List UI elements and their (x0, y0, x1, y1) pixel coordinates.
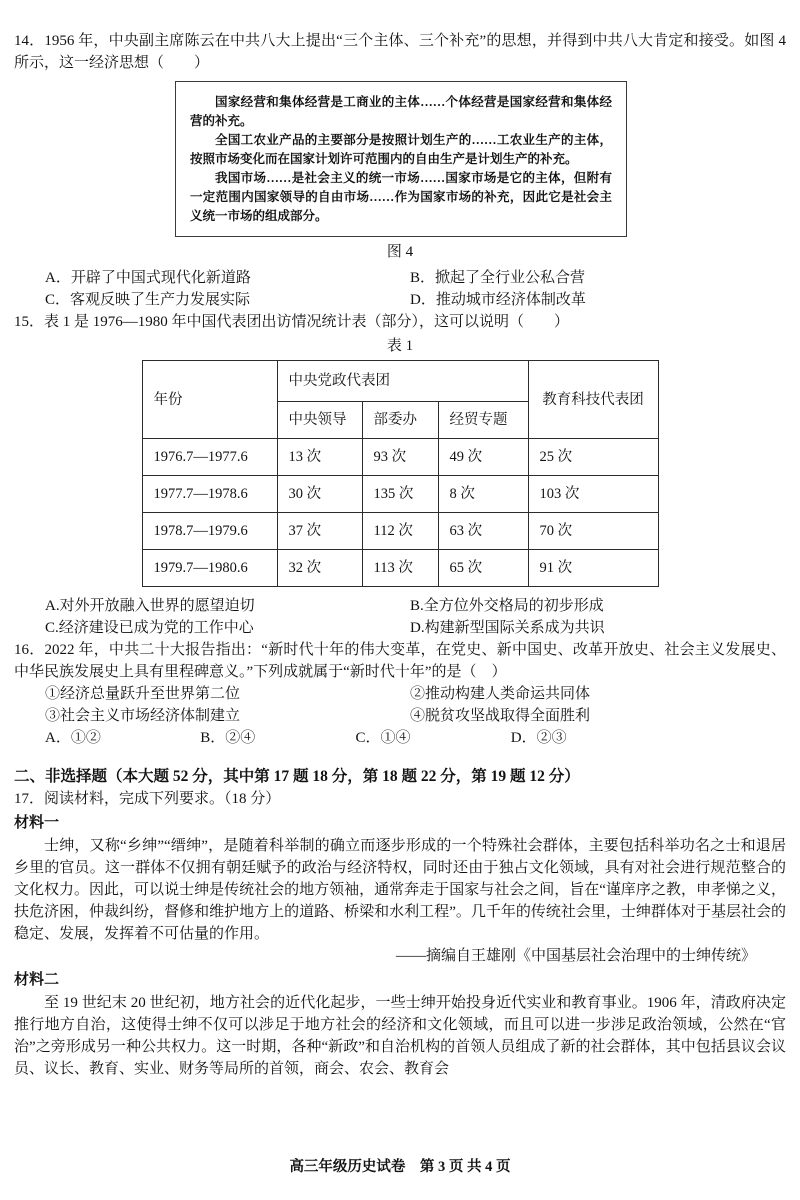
q16-item-3: ③社会主义市场经济体制建立 (45, 708, 241, 724)
material-2-label: 材料二 (14, 972, 60, 988)
cell-value: 93 次 (362, 439, 438, 476)
q14-options (14, 267, 786, 311)
q16-stem: 16．2022 年，中共二十大报告指出：“新时代十年的伟大变革，在党史、新中国史、改革开放史、社会主义发展史、中华民族发展史上具有里程碑意义。”下列成就属于“新时代十年”的是（ ） (14, 642, 786, 680)
q16-option-d: D．②③ (510, 730, 567, 746)
q14-option-b: B．掀起了全行业公私合营 (410, 270, 586, 286)
cell-value: 63 次 (438, 513, 528, 550)
cell-value: 25 次 (528, 439, 658, 476)
q15-option-b: B.全方位外交格局的初步形成 (410, 598, 604, 614)
table-header-row (142, 361, 658, 402)
q15-stem: 15．表 1 是 1976—1980 年中国代表团出访情况统计表（部分），这可以说明（ ） (14, 314, 570, 330)
q16-option-c: C．①④ (355, 730, 411, 746)
figure-4-paragraph: 全国工农业产品的主要部分是按照计划生产的……工农业生产的主体，按照市场变化而在国家计划许可范围内的自由生产是计划生产的补充。 (190, 133, 612, 166)
col-header-central-leaders: 中央领导 (277, 402, 362, 439)
q15-options (14, 595, 786, 639)
table-row (142, 550, 658, 587)
cell-value: 13 次 (277, 439, 362, 476)
table-1-caption: 表 1 (386, 338, 414, 354)
table-row (142, 513, 658, 550)
col-header-central: 中央党政代表团 (277, 361, 528, 402)
col-header-ministries: 部委办 (362, 402, 438, 439)
material-1-label: 材料一 (14, 815, 60, 831)
q15-option-d: D.构建新型国际关系成为共识 (410, 620, 605, 636)
page-footer: 高三年级历史试卷 第 3 页 共 4 页 (289, 1159, 511, 1175)
table-row (142, 476, 658, 513)
question-16 (14, 639, 786, 749)
question-14 (14, 30, 786, 311)
cell-value: 91 次 (528, 550, 658, 587)
cell-year: 1979.7—1980.6 (142, 550, 277, 587)
section-2-title: 二、非选择题（本大题 52 分，其中第 17 题 18 分，第 18 题 22 分，第 19 题 12 分） (14, 768, 580, 785)
cell-value: 113 次 (362, 550, 438, 587)
col-header-year: 年份 (142, 361, 277, 439)
q16-option-b: B．②④ (200, 730, 256, 746)
material-1-text: 士绅，又称“乡绅”“缙绅”，是随着科举制的确立而逐步形成的一个特殊社会群体，主要包括科举功名之士和退居乡里的官员。这一群体不仅拥有朝廷赋予的政治与经济特权，同时还由于独占文化领域，具有对社会进行规范整合的文化权力。因此，可以说士绅是传统社会的地方领袖，通常奔走于国家与社会之间，旨在“谨庠序之教，申孝悌之义，扶危济困，仲裁纠纷，督修和维护地方上的道路、桥梁和水利工程”。几千年的传统社会里，士绅群体对于基层社会的稳定、发展，发挥着不可估量的作用。 (14, 838, 786, 942)
q14-option-c: C．客观反映了生产力发展实际 (45, 292, 251, 308)
material-1-source: ——摘编自王雄刚《中国基层社会治理中的士绅传统》 (395, 948, 756, 964)
figure-4 (175, 81, 627, 237)
cell-value: 135 次 (362, 476, 438, 513)
cell-value: 103 次 (528, 476, 658, 513)
q14-option-a: A．开辟了中国式现代化新道路 (45, 270, 251, 286)
question-17 (14, 788, 786, 1080)
q16-item-2: ②推动构建人类命运共同体 (410, 686, 591, 702)
cell-value: 65 次 (438, 550, 528, 587)
material-2-text: 至 19 世纪末 20 世纪初，地方社会的近代化起步，一些士绅开始投身近代实业和教育事业。1906 年，清政府决定推行地方自治，这使得士绅不仅可以涉足于地方社会的经济和文化领域，而且可以进一步涉足政治领域，公然在“官治”之旁形成另一种公共权力。这一时期，各种“新政”和自治机构的首领人员组成了新的社会群体，其中包括县议会议员、议长、教育、实业、财务等局所的首领，商会、农会、教育会 (14, 995, 786, 1077)
cell-value: 8 次 (438, 476, 528, 513)
q15-option-c: C.经济建设已成为党的工作中心 (45, 620, 254, 636)
cell-value: 49 次 (438, 439, 528, 476)
cell-year: 1977.7—1978.6 (142, 476, 277, 513)
question-15 (14, 311, 786, 639)
q14-stem: 14．1956 年，中央副主席陈云在中共八大上提出“三个主体、三个补充”的思想，并得到中共八大肯定和接受。如图 4 所示，这一经济思想（ ） (14, 33, 786, 71)
figure-4-paragraph: 我国市场……是社会主义的统一市场……国家市场是它的主体，但附有一定范围内国家领导的自由市场……作为国家市场的补充，因此它是社会主义统一市场的组成部分。 (190, 171, 612, 223)
cell-value: 37 次 (277, 513, 362, 550)
q16-option-a: A．①② (45, 730, 101, 746)
q16-options (14, 727, 786, 749)
q17-stem: 17．阅读材料，完成下列要求。（18 分） (14, 791, 281, 807)
cell-value: 32 次 (277, 550, 362, 587)
cell-year: 1976.7—1977.6 (142, 439, 277, 476)
cell-value: 70 次 (528, 513, 658, 550)
cell-value: 30 次 (277, 476, 362, 513)
q15-option-a: A.对外开放融入世界的愿望迫切 (45, 598, 255, 614)
figure-4-paragraph: 国家经营和集体经营是工商业的主体……个体经营是国家经营和集体经营的补充。 (190, 95, 612, 128)
q16-item-1: ①经济总量跃升至世界第二位 (45, 686, 241, 702)
q16-item-4: ④脱贫攻坚战取得全面胜利 (410, 708, 591, 724)
q14-option-d: D．推动城市经济体制改革 (410, 292, 586, 308)
figure-4-caption: 图 4 (386, 244, 414, 260)
table-row (142, 439, 658, 476)
q16-items (14, 683, 786, 727)
col-header-trade: 经贸专题 (438, 402, 528, 439)
cell-value: 112 次 (362, 513, 438, 550)
col-header-edu: 教育科技代表团 (528, 361, 658, 439)
cell-year: 1978.7—1979.6 (142, 513, 277, 550)
delegation-table (142, 360, 659, 587)
